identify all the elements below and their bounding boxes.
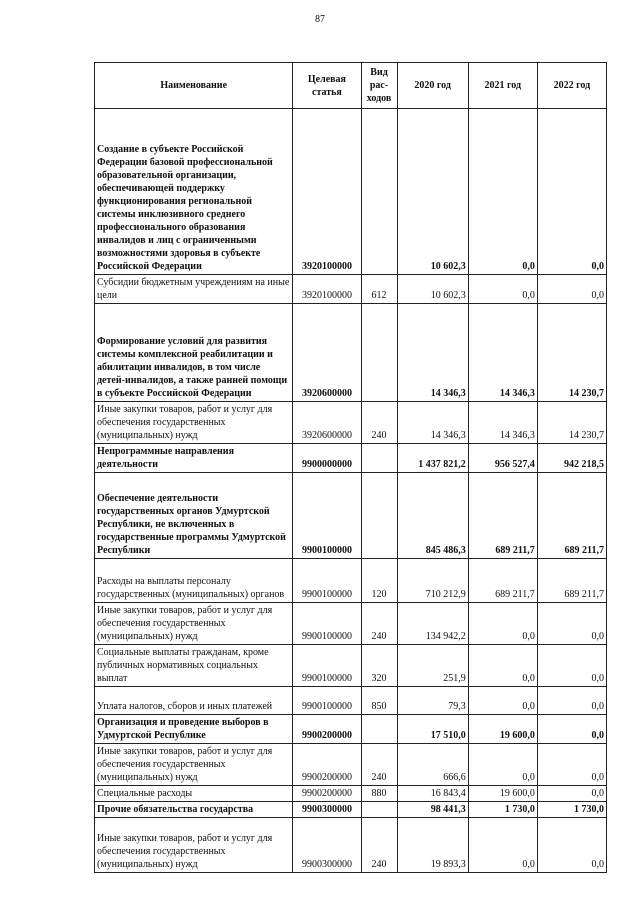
row-2020-value: 79,3 <box>397 687 468 715</box>
header-2020: 2020 год <box>397 63 468 109</box>
row-2021-value: 0,0 <box>468 109 537 275</box>
row-2021-value: 14 346,3 <box>468 402 537 444</box>
row-2021-value: 0,0 <box>468 818 537 873</box>
row-2021-value: 689 211,7 <box>468 559 537 603</box>
row-expense-type-cell: 240 <box>361 818 397 873</box>
row-2021-value: 689 211,7 <box>468 473 537 559</box>
row-2022-value: 0,0 <box>537 786 606 802</box>
row-2020-value: 10 602,3 <box>397 275 468 304</box>
row-2021-value: 0,0 <box>468 603 537 645</box>
row-name-cell: Создание в субъекте Российской Федерации базовой профессиональной образовательной организации, обеспечивающей поддержку функционирования региональной системы инклюзивного среднего профессионального образования инвалидов и лиц с ограниченными возможностями здоровья в субъекте Российской Федерации <box>95 109 293 275</box>
header-2021: 2021 год <box>468 63 537 109</box>
row-2022-value: 942 218,5 <box>537 444 606 473</box>
row-2021-value: 0,0 <box>468 744 537 786</box>
table-row <box>95 603 607 645</box>
table-row <box>95 304 607 402</box>
row-target-article-cell: 9900100000 <box>293 473 361 559</box>
table-row <box>95 275 607 304</box>
row-target-article-cell: 9900300000 <box>293 802 361 818</box>
row-2020-value: 14 346,3 <box>397 402 468 444</box>
row-2021-value: 0,0 <box>468 275 537 304</box>
row-2021-value: 956 527,4 <box>468 444 537 473</box>
row-target-article-cell: 9900100000 <box>293 645 361 687</box>
row-expense-type-cell <box>361 304 397 402</box>
row-expense-type-cell <box>361 473 397 559</box>
table-row <box>95 744 607 786</box>
header-2022: 2022 год <box>537 63 606 109</box>
row-expense-type-cell <box>361 444 397 473</box>
row-2020-value: 17 510,0 <box>397 715 468 744</box>
row-2022-value: 0,0 <box>537 109 606 275</box>
row-name-cell: Социальные выплаты гражданам, кроме публичных нормативных социальных выплат <box>95 645 293 687</box>
row-name-cell: Уплата налогов, сборов и иных платежей <box>95 687 293 715</box>
row-name-cell: Специальные расходы <box>95 786 293 802</box>
table-row <box>95 109 607 275</box>
row-target-article-cell: 3920100000 <box>293 109 361 275</box>
row-expense-type-cell: 880 <box>361 786 397 802</box>
row-target-article-cell: 9900200000 <box>293 715 361 744</box>
row-name-cell: Формирование условий для развития системы комплексной реабилитации и абилитации инвалидов, в том числе детей-инвалидов, а также ранней помощи в субъекте Российской Федерации <box>95 304 293 402</box>
row-2022-value: 0,0 <box>537 715 606 744</box>
row-target-article-cell: 3920600000 <box>293 304 361 402</box>
table-row <box>95 559 607 603</box>
row-target-article-cell: 9900200000 <box>293 744 361 786</box>
row-2022-value: 689 211,7 <box>537 559 606 603</box>
row-2021-value: 1 730,0 <box>468 802 537 818</box>
row-expense-type-cell: 240 <box>361 744 397 786</box>
row-2022-value: 0,0 <box>537 744 606 786</box>
row-name-cell: Непрограммные направления деятельности <box>95 444 293 473</box>
row-2020-value: 10 602,3 <box>397 109 468 275</box>
row-expense-type-cell: 320 <box>361 645 397 687</box>
row-target-article-cell: 9900300000 <box>293 818 361 873</box>
row-name-cell: Прочие обязательства государства <box>95 802 293 818</box>
row-name-cell: Обеспечение деятельности государственных органов Удмуртской Республики, не включенных в государственные программы Удмуртской Республики <box>95 473 293 559</box>
row-2021-value: 14 346,3 <box>468 304 537 402</box>
row-target-article-cell: 9900000000 <box>293 444 361 473</box>
row-target-article-cell: 9900100000 <box>293 559 361 603</box>
row-target-article-cell: 3920600000 <box>293 402 361 444</box>
row-2021-value: 19 600,0 <box>468 786 537 802</box>
row-2020-value: 16 843,4 <box>397 786 468 802</box>
row-2021-value: 0,0 <box>468 645 537 687</box>
row-2022-value: 689 211,7 <box>537 473 606 559</box>
row-2020-value: 19 893,3 <box>397 818 468 873</box>
page-number: 87 <box>315 14 325 25</box>
row-name-cell: Субсидии бюджетным учреждениям на иные цели <box>95 275 293 304</box>
row-expense-type-cell: 612 <box>361 275 397 304</box>
row-expense-type-cell: 240 <box>361 402 397 444</box>
row-target-article-cell: 9900100000 <box>293 603 361 645</box>
row-2021-value: 0,0 <box>468 687 537 715</box>
row-2022-value: 14 230,7 <box>537 304 606 402</box>
row-name-cell: Расходы на выплаты персоналу государственных (муниципальных) органов <box>95 559 293 603</box>
table-row <box>95 818 607 873</box>
table-row <box>95 402 607 444</box>
table-row <box>95 687 607 715</box>
row-name-cell: Иные закупки товаров, работ и услуг для обеспечения государственных (муниципальных) нужд <box>95 603 293 645</box>
row-2022-value: 0,0 <box>537 275 606 304</box>
header-name: Наименование <box>95 63 293 109</box>
row-target-article-cell: 9900100000 <box>293 687 361 715</box>
row-expense-type-cell: 850 <box>361 687 397 715</box>
row-name-cell: Иные закупки товаров, работ и услуг для обеспечения государственных (муниципальных) нужд <box>95 744 293 786</box>
row-2022-value: 0,0 <box>537 603 606 645</box>
row-2020-value: 14 346,3 <box>397 304 468 402</box>
row-name-cell: Организация и проведение выборов в Удмуртской Республике <box>95 715 293 744</box>
table-row <box>95 473 607 559</box>
row-expense-type-cell <box>361 109 397 275</box>
row-2020-value: 98 441,3 <box>397 802 468 818</box>
row-expense-type-cell: 240 <box>361 603 397 645</box>
table-body <box>95 109 607 873</box>
row-2022-value: 1 730,0 <box>537 802 606 818</box>
row-expense-type-cell <box>361 802 397 818</box>
row-2020-value: 710 212,9 <box>397 559 468 603</box>
row-2021-value: 19 600,0 <box>468 715 537 744</box>
budget-table <box>94 62 607 873</box>
table-row <box>95 786 607 802</box>
table-row <box>95 715 607 744</box>
row-2022-value: 0,0 <box>537 818 606 873</box>
row-2022-value: 0,0 <box>537 645 606 687</box>
row-expense-type-cell: 120 <box>361 559 397 603</box>
row-2020-value: 134 942,2 <box>397 603 468 645</box>
row-2022-value: 14 230,7 <box>537 402 606 444</box>
row-target-article-cell: 9900200000 <box>293 786 361 802</box>
table-row <box>95 444 607 473</box>
header-expense-type: Вид рас-ходов <box>361 63 397 109</box>
row-name-cell: Иные закупки товаров, работ и услуг для обеспечения государственных (муниципальных) нужд <box>95 818 293 873</box>
row-expense-type-cell <box>361 715 397 744</box>
row-2020-value: 1 437 821,2 <box>397 444 468 473</box>
row-2022-value: 0,0 <box>537 687 606 715</box>
table-row <box>95 645 607 687</box>
row-name-cell: Иные закупки товаров, работ и услуг для обеспечения государственных (муниципальных) нужд <box>95 402 293 444</box>
row-2020-value: 251,9 <box>397 645 468 687</box>
row-2020-value: 845 486,3 <box>397 473 468 559</box>
row-2020-value: 666,6 <box>397 744 468 786</box>
row-target-article-cell: 3920100000 <box>293 275 361 304</box>
header-target-article: Целевая статья <box>293 63 361 109</box>
table-header-row <box>95 63 607 109</box>
table-row <box>95 802 607 818</box>
